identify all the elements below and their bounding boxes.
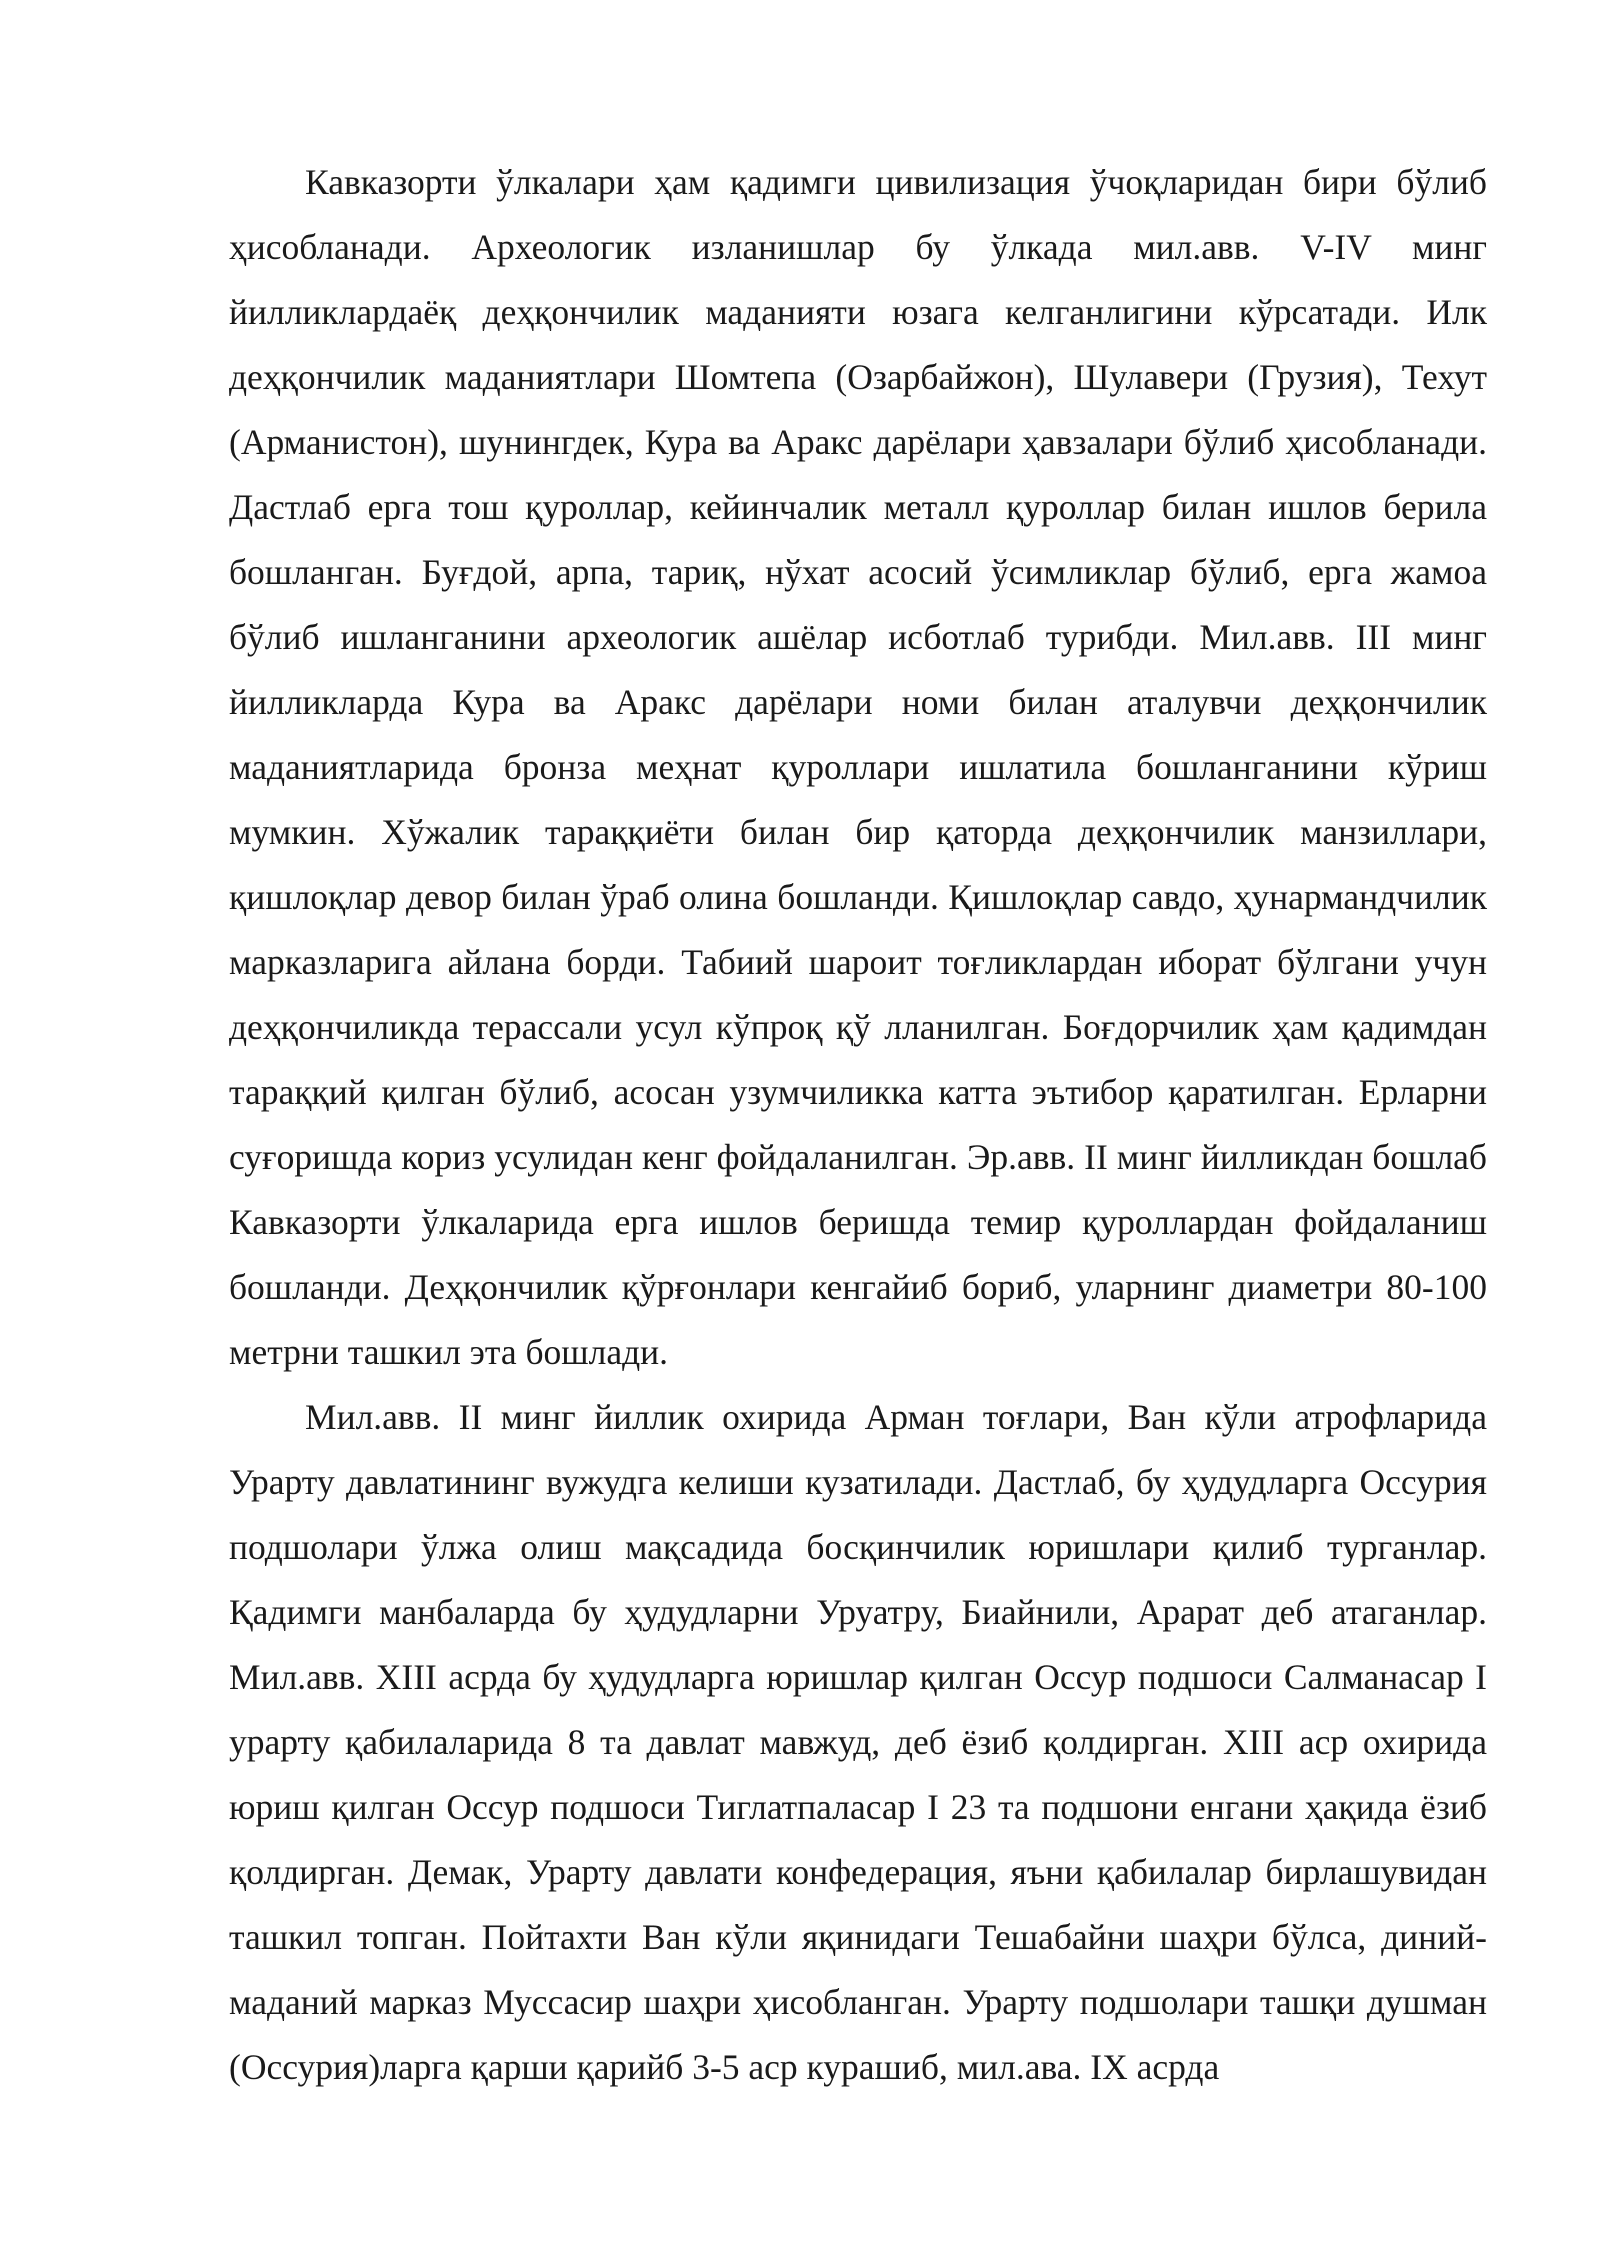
body-text — [229, 150, 1487, 2100]
paragraph: Кавказорти ўлкалари ҳам қадимги цивилизация ўчоқларидан бири бўлиб ҳисобланади. Археологик изланишлар бу ўлкада мил.авв. V-IV минг йилликлардаёқ деҳқончилик маданияти юзага келганлигини кўрсатади. Илк деҳқончилик маданиятлари Шомтепа (Озарбайжон), Шулавери (Грузия), Техут (Арманистон), шунингдек, Кура ва Аракс дарёлари ҳавзалари бўлиб ҳисобланади. Дастлаб ерга тош қуроллар, кейинчалик металл қуроллар билан ишлов берила бошланган. Буғдой, арпа, тариқ, нўхат асосий ўсимликлар бўлиб, ерга жамоа бўлиб ишланганини археологик ашёлар исботлаб турибди. Мил.авв. III минг йилликларда Кура ва Аракс дарёлари номи билан аталувчи деҳқончилик маданиятларида бронза меҳнат қуроллари ишлатила бошланганини кўриш мумкин. Хўжалик тараққиёти билан бир қаторда деҳқончилик манзиллари, қишлоқлар девор билан ўраб олина бошланди. Қишлоқлар савдо, ҳунармандчилик марказларига айлана борди. Табиий шароит тоғликлардан иборат бўлгани учун деҳқончиликда терассали усул кўпроқ қў лланилган. Боғдорчилик ҳам қадимдан тараққий қилган бўлиб, асосан узумчиликка катта эътибор қаратилган. Ерларни суғоришда кориз усулидан кенг фойдаланилган. Эр.авв. II минг йилликдан бошлаб Кавказорти ўлкаларида ерга ишлов беришда темир қуроллардан фойдаланиш бошланди. Деҳқончилик қўрғонлари кенгайиб бориб, уларнинг диаметри 80-100 метрни ташкил эта бошлади. — [229, 162, 1487, 1372]
paragraph: Мил.авв. II минг йиллик охирида Арман тоғлари, Ван кўли атрофларида Урарту давлатининг вужудга келиши кузатилади. Дастлаб, бу ҳудудларга Оссурия подшолари ўлжа олиш мақсадида босқинчилик юришлари қилиб турганлар. Қадимги манбаларда бу ҳудудларни Уруатру, Биайнили, Арарат деб атаганлар. Мил.авв. XIII асрда бу ҳудудларга юришлар қилган Оссур подшоси Салманасар I урарту қабилаларида 8 та давлат мавжуд, деб ёзиб қолдирган. XIII аср охирида юриш қилган Оссур подшоси Тиглатпаласар I 23 та подшони енгани ҳақида ёзиб қолдирган. Демак, Урарту давлати конфедерация, яъни қабилалар бирлашувидан ташкил топган. Пойтахти Ван кўли яқинидаги Тешабайни шаҳри бўлса, диний-маданий марказ Муссасир шаҳри ҳисобланган. Урарту подшолари ташқи душман (Оссурия)ларга қарши қарийб 3-5 аср курашиб, мил.ава. IX асрда — [229, 1397, 1487, 2087]
